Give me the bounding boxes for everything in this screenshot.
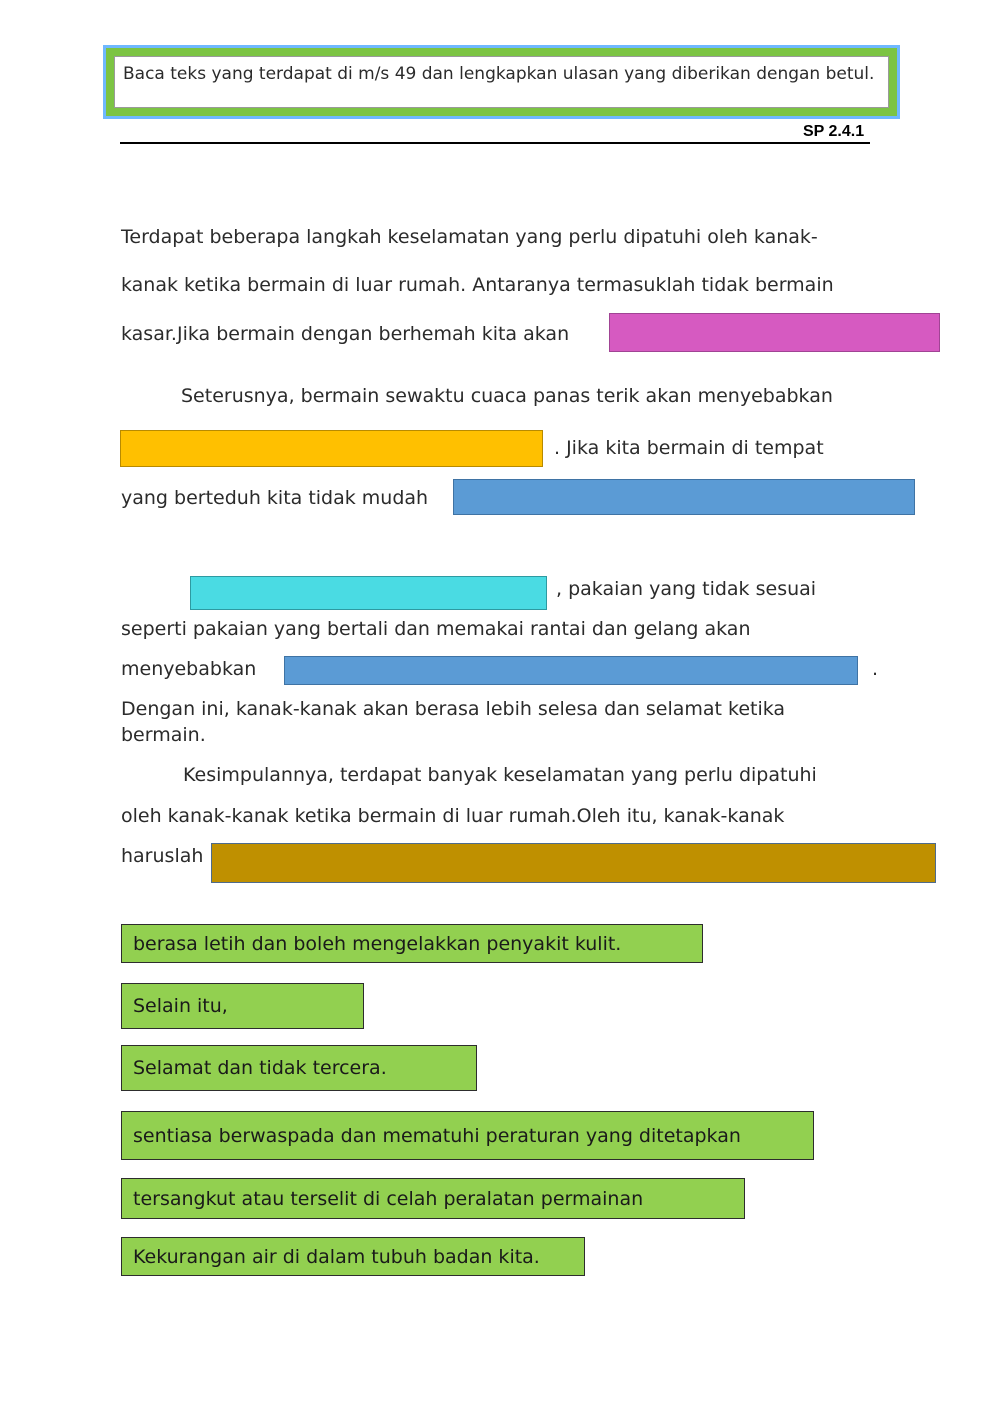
drop-zone-5[interactable]	[284, 656, 858, 685]
drop-zone-4[interactable]	[190, 576, 547, 610]
drop-zone-1[interactable]	[609, 313, 940, 352]
answer-choice[interactable]: Kekurangan air di dalam tubuh badan kita.	[121, 1237, 585, 1276]
standard-code: SP 2.4.1	[803, 123, 865, 140]
instruction-text: Baca teks yang terdapat di m/s 49 dan lengkapkan ulasan yang diberikan dengan betul.	[114, 56, 889, 108]
drop-zone-3[interactable]	[453, 479, 915, 515]
passage-line-10: Dengan ini, kanak-kanak akan berasa lebih selesa dan selamat ketika bermain.	[121, 698, 786, 746]
passage-line-1: Terdapat beberapa langkah keselamatan yang perlu dipatuhi oleh kanak-	[121, 226, 818, 248]
answer-choice[interactable]: Selamat dan tidak tercera.	[121, 1045, 477, 1091]
passage-line-2: kanak ketika bermain di luar rumah. Antaranya termasuklah tidak bermain	[121, 274, 834, 296]
passage-line-9: menyebabkan	[121, 658, 257, 680]
passage-line-7: , pakaian yang tidak sesuai	[556, 578, 817, 600]
answer-choice[interactable]: berasa letih dan boleh mengelakkan penyakit kulit.	[121, 924, 703, 963]
passage-line-5: . Jika kita bermain di tempat	[554, 437, 824, 459]
passage-line-12: oleh kanak-kanak ketika bermain di luar rumah.Oleh itu, kanak-kanak	[121, 805, 785, 827]
passage-line-4: Seterusnya, bermain sewaktu cuaca panas terik akan menyebabkan	[181, 385, 833, 407]
answer-choice[interactable]: sentiasa berwaspada dan mematuhi peraturan yang ditetapkan	[121, 1111, 814, 1160]
passage-line-9-end: .	[872, 658, 879, 680]
answer-choice[interactable]: tersangkut atau terselit di celah peralatan permainan	[121, 1178, 745, 1219]
passage-line-11: Kesimpulannya, terdapat banyak keselamatan yang perlu dipatuhi	[183, 764, 817, 786]
drop-zone-2[interactable]	[120, 430, 543, 467]
passage-line-6: yang berteduh kita tidak mudah	[121, 487, 429, 509]
passage-line-3: kasar.Jika bermain dengan berhemah kita akan	[121, 323, 570, 345]
instruction-box	[103, 45, 900, 119]
header-rule	[120, 142, 870, 144]
passage-line-8: seperti pakaian yang bertali dan memakai rantai dan gelang akan	[121, 618, 751, 640]
drop-zone-6[interactable]	[211, 843, 936, 883]
answer-choice[interactable]: Selain itu,	[121, 983, 364, 1029]
passage-line-13: haruslah	[121, 845, 204, 867]
